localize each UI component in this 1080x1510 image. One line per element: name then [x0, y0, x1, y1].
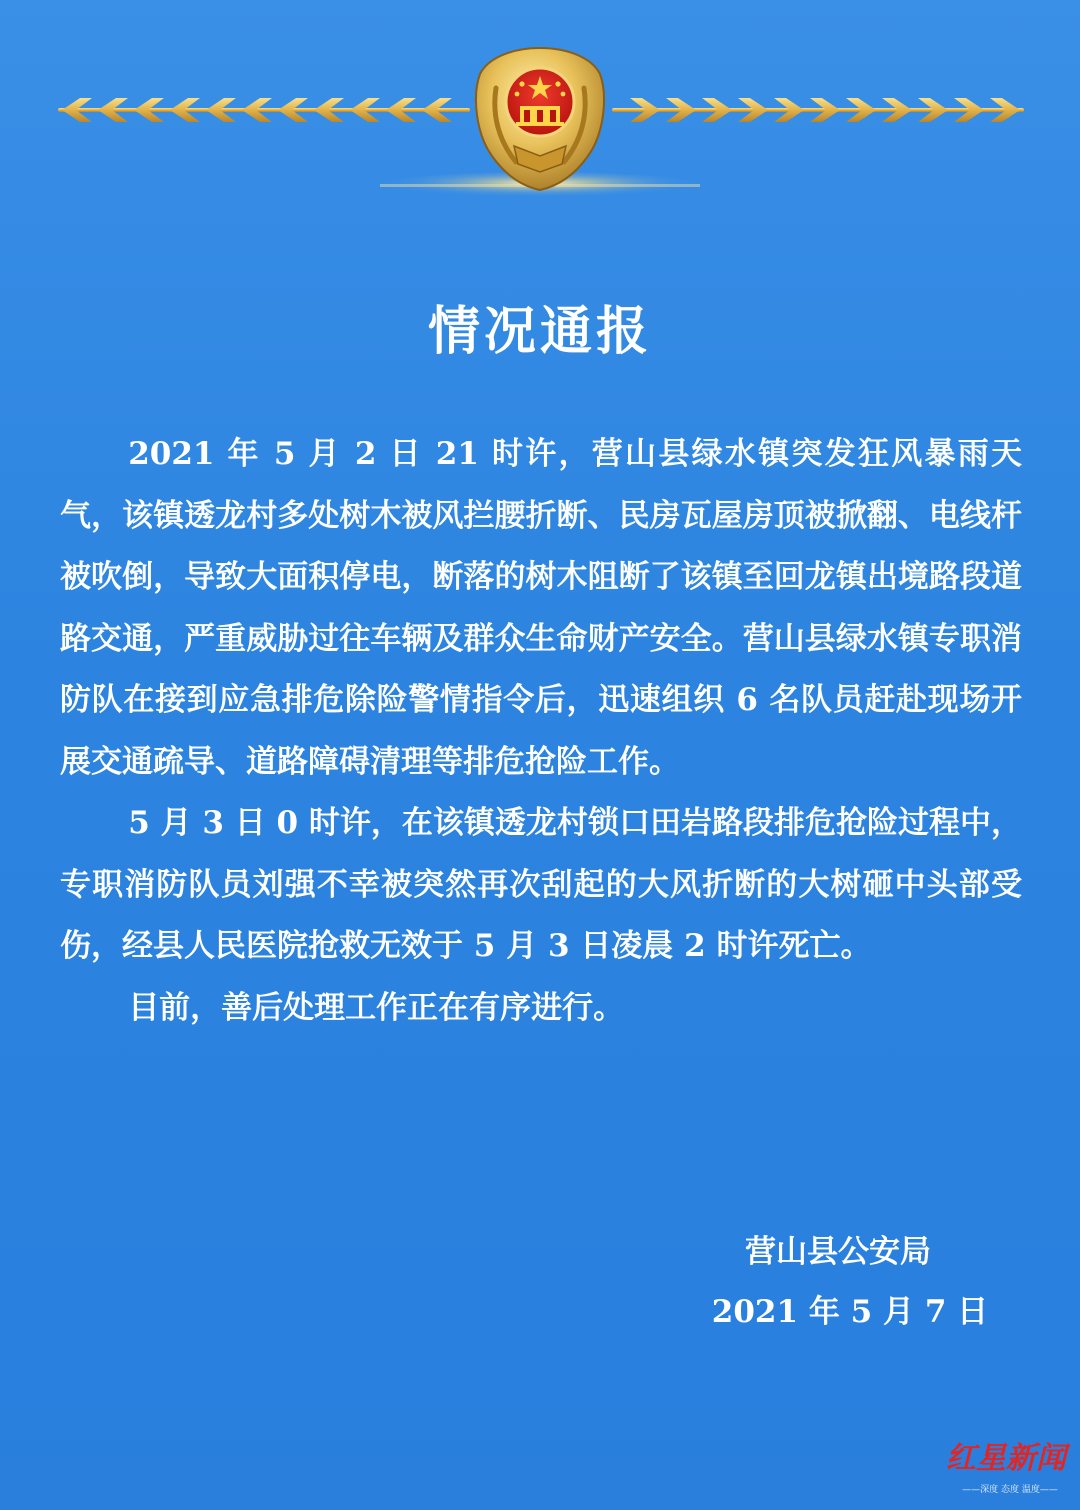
watermark — [946, 1422, 1074, 1502]
golden-wing-left-icon — [58, 92, 470, 128]
paragraph-aftermath: 目前，善后处理工作正在有序进行。 — [128, 989, 625, 1026]
hongxing-news-logo-icon — [946, 1422, 1074, 1482]
signature-block — [680, 1222, 1020, 1342]
paragraph-incident: 2021 年 5 月 2 日 21 时许，营山县绿水镇突发狂风暴雨天气，该镇透龙村多处树木被风拦腰折断、民房瓦屋房顶被掀翻、电线杆被吹倒，导致大面积停电，断落的树木阻断了该镇至回龙镇出境路段道路交通，严重威胁过往车辆及群众生命财产安全。营山县绿水镇专职消防队在接到应急排危除险警情指令后，迅速组织 6 名队员赶赴现场开展交通疏导、道路障碍清理等排危抢险工作。 — [60, 436, 1022, 780]
paragraph-casualty: 5 月 3 日 0 时许，在该镇透龙村锁口田岩路段排危抢险过程中，专职消防队员刘强不幸被突然再次刮起的大风折断的大树砸中头部受伤，经县人民医院抢救无效于 5 月 3 日凌晨 2 时许死亡。 — [60, 805, 1022, 964]
notice-body — [60, 424, 1022, 1039]
header-emblem-area — [0, 0, 1080, 220]
golden-wing-right-icon — [612, 92, 1024, 128]
watermark-tagline: ——深度 态度 温度—— — [962, 1485, 1058, 1495]
notice-title: 情况通报 — [427, 302, 652, 362]
signature-date: 2021 年 5 月 7 日 — [711, 1294, 989, 1330]
signature-organization: 营山县公安局 — [745, 1234, 931, 1270]
police-emblem-icon — [470, 44, 610, 194]
watermark-logo-text: 红星新闻 — [946, 1441, 1066, 1476]
